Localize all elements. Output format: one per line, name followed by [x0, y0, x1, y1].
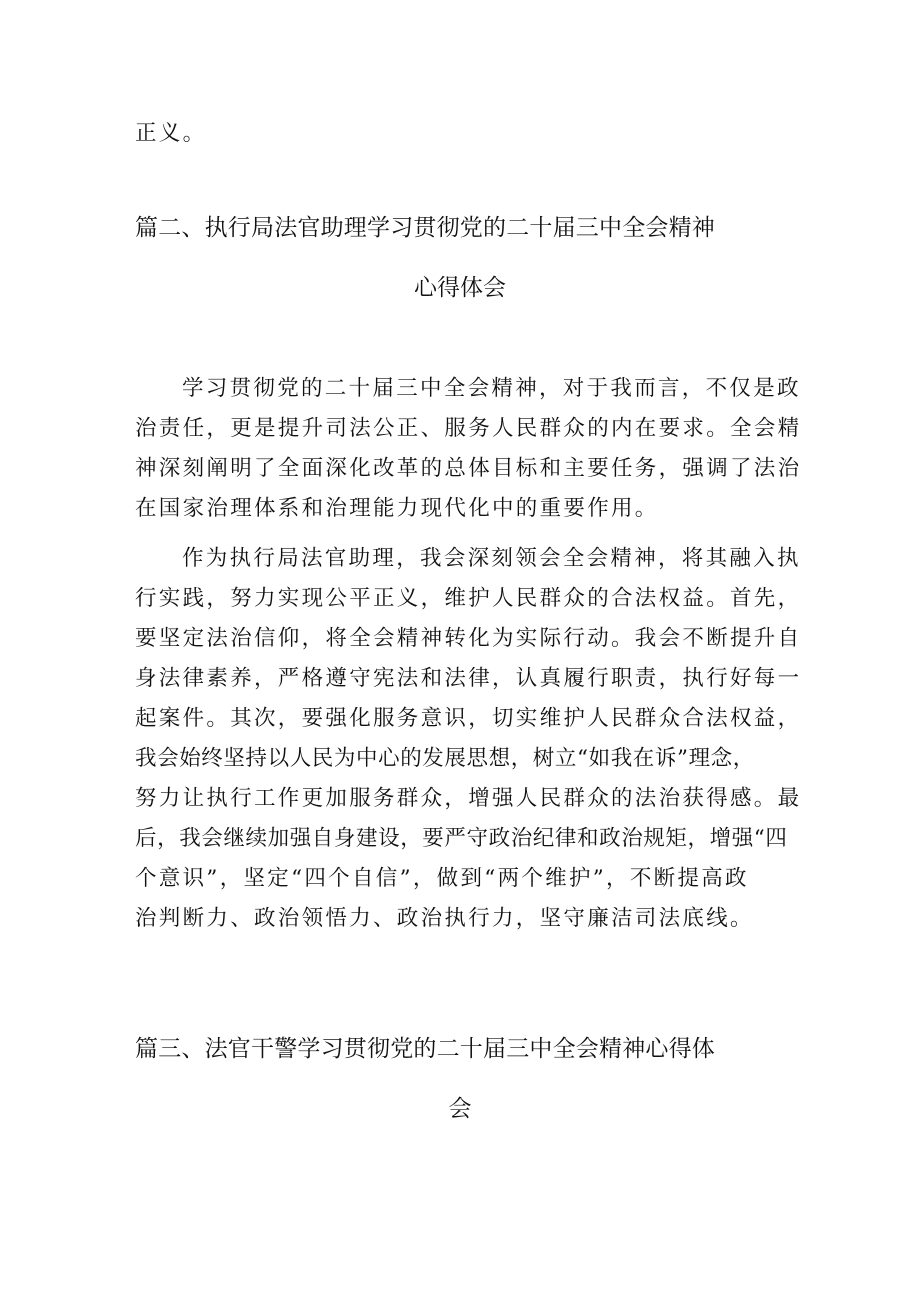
paragraph-line: 后，我会继续加强自身建设，要严守政治纪律和政治规矩，增强“四 — [135, 826, 788, 851]
paragraph-line: 起案件。其次，要强化服务意识，切实维护人民群众合法权益， — [135, 706, 802, 731]
paragraph-line: 身法律素养，严格遵守宪法和法律，认真履行职责，执行好每一 — [135, 666, 802, 691]
paragraph-line: 神深刻阐明了全面深化改革的总体目标和主要任务，强调了法治 — [135, 456, 802, 481]
section2-title-line2: 心得体会 — [414, 275, 506, 301]
paragraph-line: 在国家治理体系和治理能力现代化中的重要作用。 — [135, 496, 659, 521]
section2-paragraph-2 — [135, 539, 802, 939]
intro-line: 正义。 — [135, 121, 207, 146]
section2-paragraph-1 — [135, 369, 802, 529]
paragraph-line: 行实践，努力实现公平正义，维护人民群众的合法权益。首先， — [135, 586, 802, 611]
paragraph-line: 作为执行局法官助理，我会深刻领会全会精神，将其融入执 — [182, 546, 801, 571]
section3-title-line2: 会 — [448, 1096, 472, 1122]
section3-title-line1: 篇三、法官干警学习贯彻党的二十届三中全会精神心得体 — [135, 1036, 715, 1062]
paragraph-line: 学习贯彻党的二十届三中全会精神，对于我而言，不仅是政 — [182, 376, 801, 401]
section2-title-line1: 篇二、执行局法官助理学习贯彻党的二十届三中全会精神 — [135, 215, 715, 241]
paragraph-line: 努力让执行工作更加服务群众，增强人民群众的法治获得感。最 — [135, 786, 802, 811]
paragraph-line: 治判断力、政治领悟力、政治执行力，坚守廉洁司法底线。 — [135, 906, 754, 931]
paragraph-line: 我会始终坚持以人民为中心的发展思想，树立“如我在诉”理念， — [135, 746, 755, 771]
paragraph-line: 个意识”，坚定“四个自信”，做到“两个维护”，不断提高政 — [135, 866, 749, 891]
paragraph-line: 要坚定法治信仰，将全会精神转化为实际行动。我会不断提升自 — [135, 626, 802, 651]
paragraph-line: 治责任，更是提升司法公正、服务人民群众的内在要求。全会精 — [135, 416, 802, 441]
